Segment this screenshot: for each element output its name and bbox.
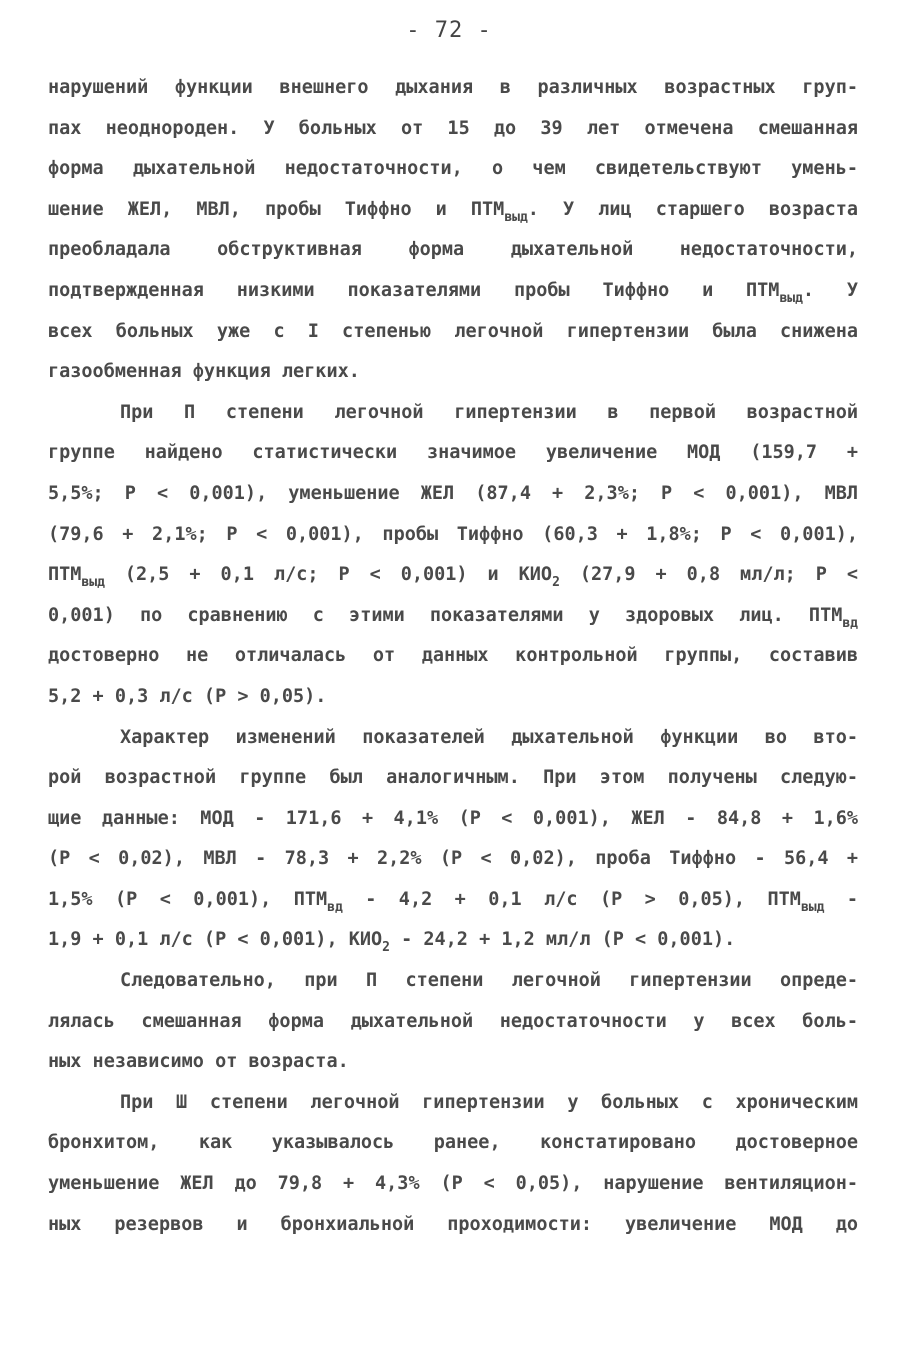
text-segment: достоверно не отличалась от данных контрольной группы, составив: [48, 645, 858, 667]
text-segment: ных независимо от возраста.: [48, 1051, 349, 1073]
text-segment: шение ЖЕЛ, МВЛ, пробы Тиффно и ПТМ: [48, 198, 505, 220]
text-segment: 0,001) по сравнению с этими показателями у здоровых лиц. ПТМ: [48, 604, 843, 626]
text-line: [48, 555, 858, 596]
text-segment: подтвержденная низкими показателями пробы Тиффно и ПТМ: [48, 279, 780, 301]
text-line: [48, 880, 858, 921]
text-line: [48, 718, 858, 759]
text-line: [48, 799, 858, 840]
text-line: [48, 109, 858, 150]
subscript: выд: [779, 290, 803, 306]
text-segment: . У: [802, 279, 858, 301]
subscript: 2: [382, 940, 390, 956]
text-segment: (Р < 0,02), МВЛ - 78,3 + 2,2% (Р < 0,02), проба Тиффно - 56,4 +: [48, 848, 858, 870]
page-number: - 72 -: [406, 18, 492, 43]
text-segment: преобладала обструктивная форма дыхательной недостаточности,: [48, 239, 858, 261]
text-segment: . У лиц старшего возраста: [527, 198, 858, 220]
text-segment: группе найдено статистически значимое увеличение МОД (159,7 +: [48, 442, 858, 464]
text-segment: (2,5 + 0,1 л/с; Р < 0,001) и КИО: [104, 564, 553, 586]
text-segment: нарушений функции внешнего дыхания в различных возрастных груп-: [48, 77, 858, 98]
subscript: вд: [327, 899, 343, 915]
text-line: [48, 68, 858, 109]
subscript: 2: [552, 575, 560, 591]
text-line: [48, 636, 858, 677]
text-line: [48, 839, 858, 880]
text-segment: (79,6 + 2,1%; Р < 0,001), пробы Тиффно (60,3 + 1,8%; Р < 0,001),: [48, 523, 858, 545]
text-segment: щие данные: МОД - 171,6 + 4,1% (Р < 0,001), ЖЕЛ - 84,8 + 1,6%: [48, 807, 858, 829]
text-segment: При Ш степени легочной гипертензии у больных с хроническим: [120, 1091, 858, 1113]
text-segment: форма дыхательной недостаточности, о чем свидетельствуют умень-: [48, 158, 858, 180]
text-line: [48, 596, 858, 637]
subscript: выд: [81, 575, 105, 591]
text-line: [48, 1002, 858, 1043]
text-line: [48, 920, 858, 961]
text-line: [48, 433, 858, 474]
text-line: [48, 149, 858, 190]
text-segment: При П степени легочной гипертензии в первой возрастной: [120, 401, 858, 423]
text-segment: - 24,2 + 1,2 мл/л (Р < 0,001).: [389, 929, 736, 951]
text-line: [48, 1164, 858, 1205]
text-line: [48, 474, 858, 515]
text-segment: ных резервов и бронхиальной проходимости: увеличение МОД до: [48, 1213, 858, 1235]
text-segment: всех больных уже с I степенью легочной гипертензии была снижена: [48, 320, 858, 342]
text-segment: рой возрастной группе был аналогичным. При этом получены следую-: [48, 767, 858, 789]
text-line: [48, 758, 858, 799]
text-segment: Характер изменений показателей дыхательной функции во вто-: [120, 726, 858, 748]
text-segment: пах неоднороден. У больных от 15 до 39 лет отмечена смешанная: [48, 117, 858, 139]
text-segment: уменьшение ЖЕЛ до 79,8 + 4,3% (Р < 0,05), нарушение вентиляцион-: [48, 1173, 858, 1195]
text-segment: (27,9 + 0,8 мл/л; Р <: [559, 564, 858, 586]
text-line: [48, 230, 858, 271]
subscript: выд: [504, 209, 528, 225]
text-line: [48, 1042, 858, 1083]
text-segment: 1,5% (Р < 0,001), ПТМ: [48, 888, 328, 910]
text-line: [48, 393, 858, 434]
text-line: [48, 1123, 858, 1164]
subscript: выд: [800, 899, 825, 915]
text-segment: ПТМ: [48, 564, 82, 586]
text-line: [48, 312, 858, 353]
text-line: [48, 352, 858, 393]
text-segment: 1,9 + 0,1 л/с (Р < 0,001), КИО: [48, 929, 383, 951]
text-segment: газообменная функция легких.: [48, 361, 360, 383]
text-segment: Следовательно, при П степени легочной гипертензии опреде-: [120, 970, 858, 992]
text-segment: 5,2 + 0,3 л/с (Р > 0,05).: [48, 685, 327, 707]
document-body: [48, 68, 858, 1245]
text-segment: бронхитом, как указывалось ранее, констатировано достоверное: [48, 1132, 858, 1154]
text-segment: лялась смешанная форма дыхательной недостаточности у всех боль-: [48, 1010, 858, 1032]
text-line: [48, 515, 858, 556]
text-line: [48, 961, 858, 1002]
text-line: [48, 677, 858, 718]
text-line: [48, 1205, 858, 1246]
text-segment: 5,5%; Р < 0,001), уменьшение ЖЕЛ (87,4 + 2,3%; Р < 0,001), МВЛ: [48, 482, 858, 504]
subscript: вд: [842, 615, 858, 631]
text-line: [48, 1083, 858, 1124]
text-segment: - 4,2 + 0,1 л/с (Р > 0,05), ПТМ: [342, 888, 801, 910]
text-line: [48, 271, 858, 312]
text-segment: -: [824, 888, 859, 910]
text-line: [48, 190, 858, 231]
